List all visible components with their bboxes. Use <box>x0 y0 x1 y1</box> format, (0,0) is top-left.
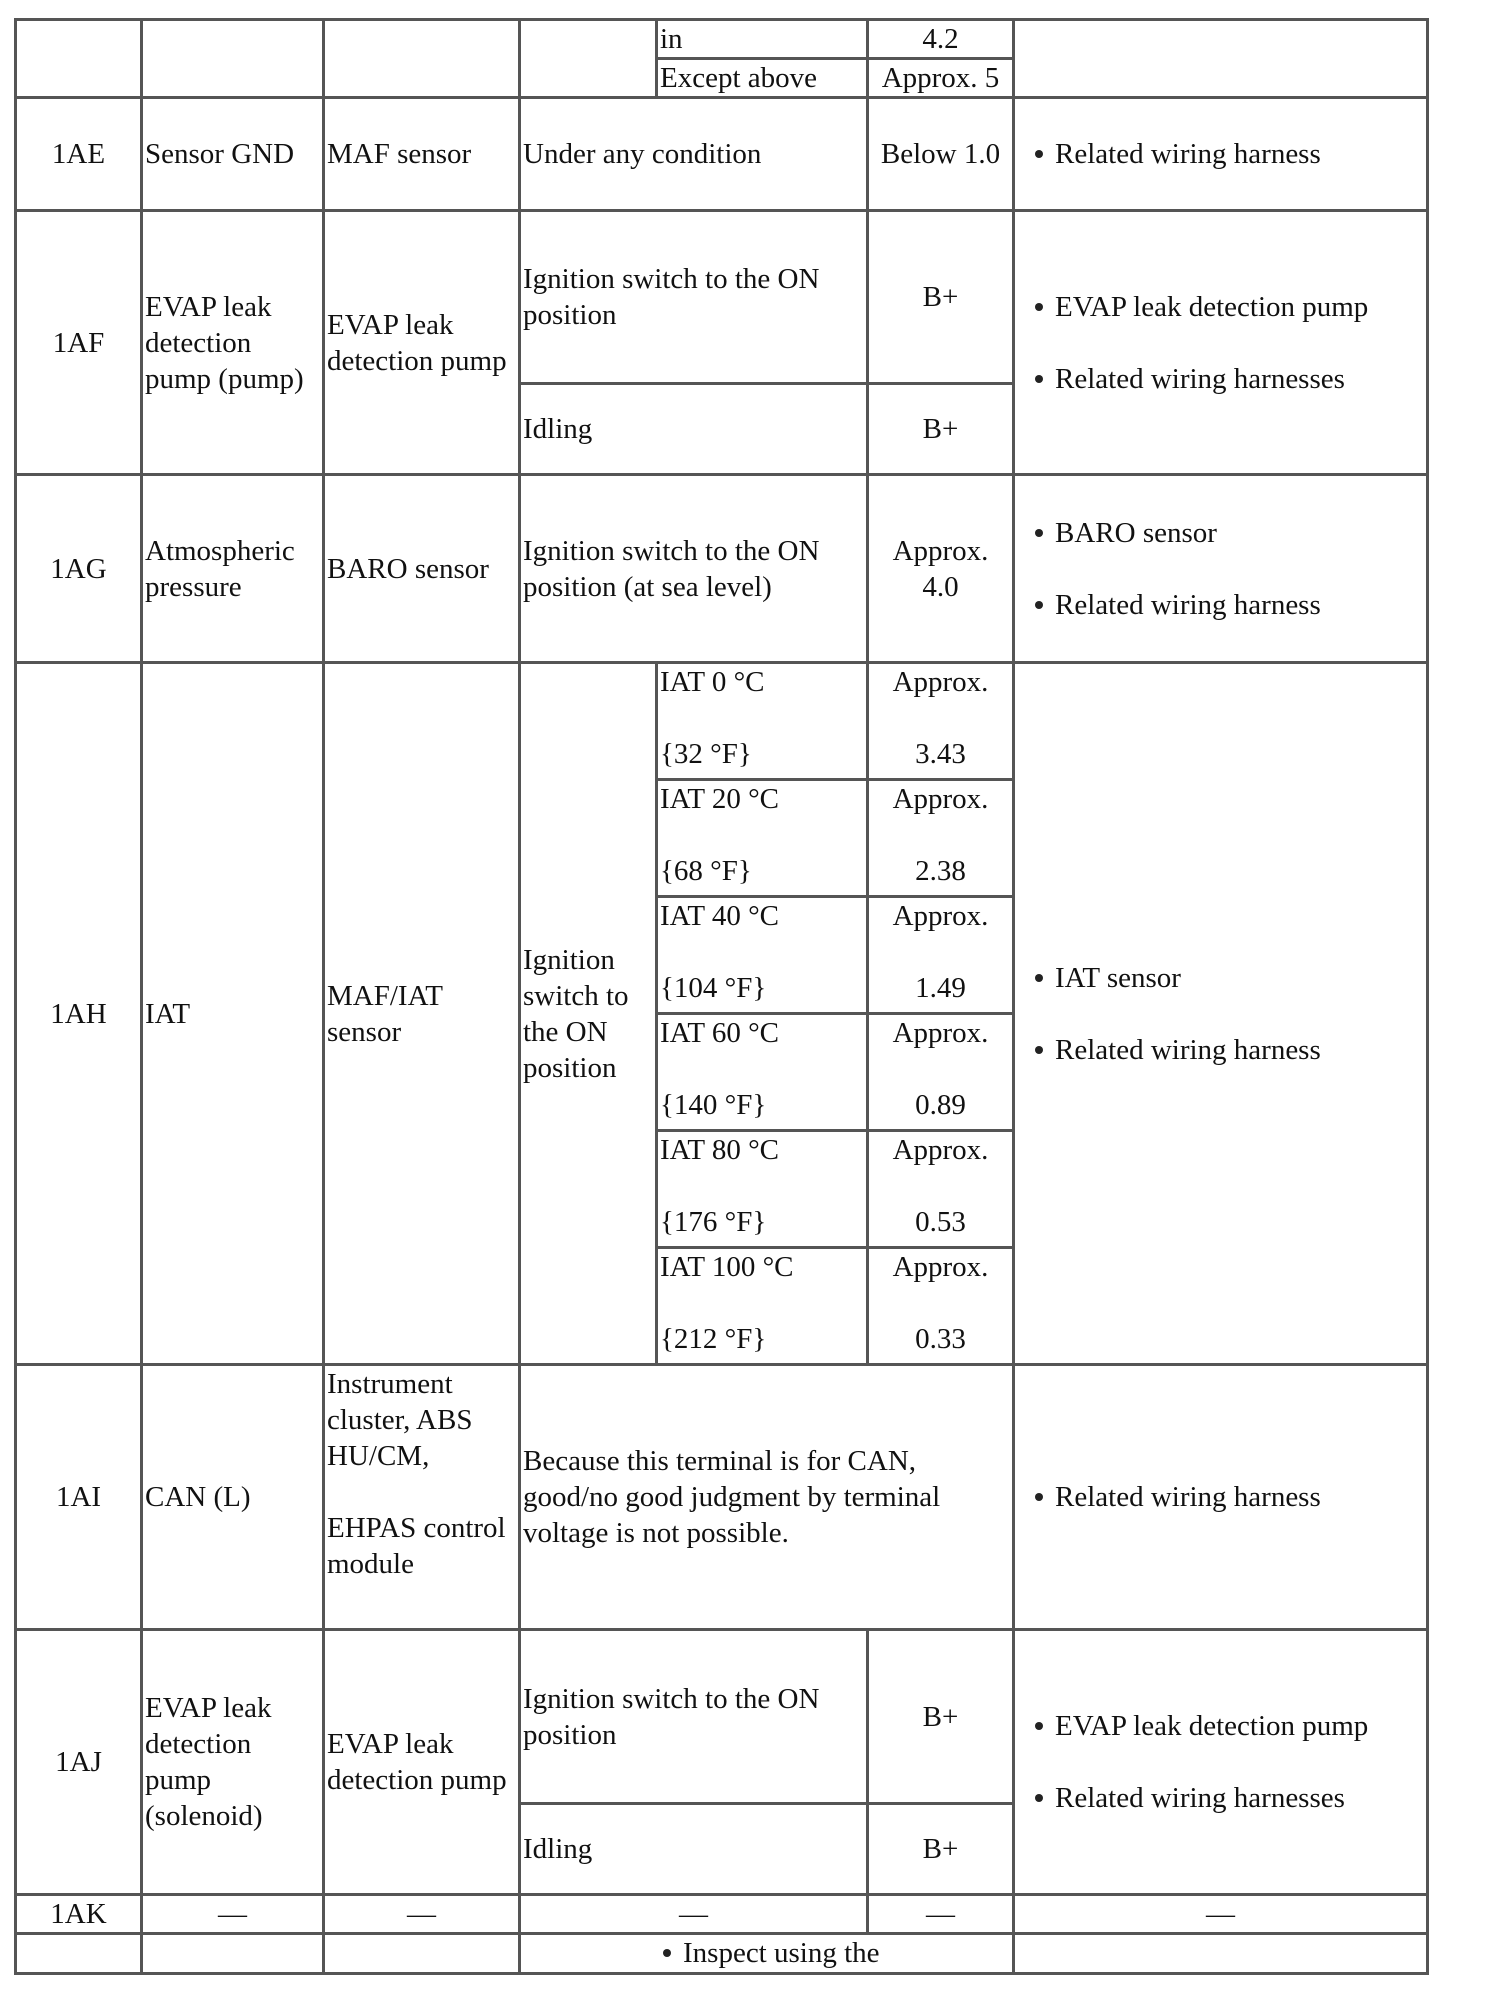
empty-dash: — <box>142 1895 324 1934</box>
inspection-item: EVAP leak detection pump <box>1055 289 1424 325</box>
iat-temp-c: IAT 0 °C <box>660 666 765 698</box>
iat-voltage-value: 1.49 <box>915 972 966 1004</box>
inspection-item: Related wiring harnesses <box>1055 1780 1424 1816</box>
terminal-cell: 1AI <box>16 1365 142 1630</box>
inspection-cell <box>1014 1630 1428 1895</box>
voltage-cell: 4.2 <box>868 20 1014 59</box>
iat-voltage-cell <box>868 897 1014 1014</box>
signal-cell: CAN (L) <box>142 1365 324 1630</box>
inspection-cell <box>1014 475 1428 663</box>
iat-voltage-cell <box>868 780 1014 897</box>
empty-dash: — <box>520 1895 868 1934</box>
condition-cell: Ignition switch to the ON position <box>520 663 657 1365</box>
terminal-cell: 1AJ <box>16 1630 142 1895</box>
condition-cell: Idling <box>520 1804 868 1895</box>
inspection-item: EVAP leak detection pump <box>1055 1708 1424 1744</box>
iat-voltage-cell <box>868 663 1014 780</box>
inspection-cell <box>1014 211 1428 475</box>
iat-voltage-value: 0.53 <box>915 1206 966 1238</box>
iat-temp-f: {32 °F} <box>660 738 752 770</box>
empty-dash: — <box>324 1895 520 1934</box>
approx-label: Approx. <box>892 1251 989 1283</box>
inspection-item: Related wiring harness <box>1055 1032 1424 1068</box>
inspection-item: Related wiring harness <box>1055 136 1424 172</box>
connected-to-cell <box>324 1365 520 1630</box>
inspection-item: Related wiring harnesses <box>1055 361 1424 397</box>
iat-temp-c: IAT 20 °C <box>660 783 780 815</box>
terminal-cell: 1AG <box>16 475 142 663</box>
connected-to-cell: MAF/IAT sensor <box>324 663 520 1365</box>
iat-temp-cell <box>657 663 868 780</box>
signal-cell: EVAP leak detection pump (solenoid) <box>142 1630 324 1895</box>
iat-voltage-value: 0.89 <box>915 1089 966 1121</box>
iat-temp-cell <box>657 1014 868 1131</box>
terminal-cell: 1AK <box>16 1895 142 1934</box>
table-row <box>16 1895 1428 1934</box>
empty-dash: — <box>1014 1895 1428 1934</box>
iat-temp-cell <box>657 1248 868 1365</box>
terminal-cell: 1AE <box>16 98 142 211</box>
signal-cell: EVAP leak detection pump (pump) <box>142 211 324 475</box>
iat-temp-c: IAT 80 °C <box>660 1134 780 1166</box>
iat-temp-c: IAT 100 °C <box>660 1251 794 1283</box>
voltage-cell: B+ <box>868 211 1014 384</box>
condition-cell: Ignition switch to the ON position (at sea level) <box>520 475 868 663</box>
table-row <box>16 1934 1428 1974</box>
connected-to-cell: EVAP leak detection pump <box>324 1630 520 1895</box>
iat-voltage-cell <box>868 1014 1014 1131</box>
connected-to-cell: EVAP leak detection pump <box>324 211 520 475</box>
iat-temp-f: {140 °F} <box>660 1089 767 1121</box>
iat-temp-f: {104 °F} <box>660 972 767 1004</box>
table-row <box>16 211 1428 384</box>
inspection-cell <box>1014 98 1428 211</box>
condition-cell: Idling <box>520 384 868 475</box>
empty-dash: — <box>868 1895 1014 1934</box>
inspection-item: Related wiring harness <box>1055 587 1424 623</box>
iat-voltage-cell <box>868 1131 1014 1248</box>
condition-cell: in <box>657 20 868 59</box>
approx-label: Approx. <box>892 900 989 932</box>
inspection-cell <box>1014 1365 1428 1630</box>
table-row <box>16 1365 1428 1630</box>
table-row <box>16 98 1428 211</box>
iat-temp-f: {176 °F} <box>660 1206 767 1238</box>
iat-temp-f: {68 °F} <box>660 855 752 887</box>
iat-temp-c: IAT 40 °C <box>660 900 780 932</box>
iat-voltage-cell <box>868 1248 1014 1365</box>
table-row <box>16 475 1428 663</box>
condition-note-cell: Because this terminal is for CAN, good/no good judgment by terminal voltage is not possible. <box>520 1365 1014 1630</box>
inspection-item: IAT sensor <box>1055 960 1424 996</box>
connected-to-cell: BARO sensor <box>324 475 520 663</box>
inspection-item: Related wiring harness <box>1055 1479 1424 1515</box>
connected-to-cell: MAF sensor <box>324 98 520 211</box>
voltage-cell: Approx. 4.0 <box>868 475 1014 663</box>
connected-to-line: EHPAS control module <box>327 1512 506 1580</box>
terminal-voltage-table <box>14 18 1429 1975</box>
signal-cell: Sensor GND <box>142 98 324 211</box>
table-row <box>16 20 1428 59</box>
terminal-cell: 1AF <box>16 211 142 475</box>
voltage-cell: B+ <box>868 1630 1014 1804</box>
iat-temp-cell <box>657 1131 868 1248</box>
iat-temp-c: IAT 60 °C <box>660 1017 780 1049</box>
approx-label: Approx. <box>892 666 989 698</box>
terminal-cell: 1AH <box>16 663 142 1365</box>
approx-label: Approx. <box>892 1134 989 1166</box>
condition-cell: Ignition switch to the ON position <box>520 211 868 384</box>
iat-voltage-value: 0.33 <box>915 1323 966 1355</box>
voltage-cell: B+ <box>868 1804 1014 1895</box>
iat-temp-cell <box>657 897 868 1014</box>
iat-temp-cell <box>657 780 868 897</box>
table-row <box>16 1630 1428 1804</box>
inspection-item: BARO sensor <box>1055 515 1424 551</box>
connected-to-line: Instrument cluster, ABS HU/CM, <box>327 1368 473 1472</box>
condition-cell: Ignition switch to the ON position <box>520 1630 868 1804</box>
iat-temp-f: {212 °F} <box>660 1323 767 1355</box>
condition-cell: Except above <box>657 59 868 98</box>
voltage-cell: Approx. 5 <box>868 59 1014 98</box>
approx-label: Approx. <box>892 783 989 815</box>
signal-cell: IAT <box>142 663 324 1365</box>
condition-note-cell <box>520 1934 1014 1974</box>
approx-label: Approx. <box>892 1017 989 1049</box>
iat-voltage-value: 3.43 <box>915 738 966 770</box>
inspection-item: Inspect using the <box>683 1935 1010 1971</box>
voltage-cell: Below 1.0 <box>868 98 1014 211</box>
condition-cell: Under any condition <box>520 98 868 211</box>
signal-cell: Atmospheric pressure <box>142 475 324 663</box>
table-row <box>16 663 1428 780</box>
voltage-cell: B+ <box>868 384 1014 475</box>
inspection-cell <box>1014 663 1428 1365</box>
iat-voltage-value: 2.38 <box>915 855 966 887</box>
